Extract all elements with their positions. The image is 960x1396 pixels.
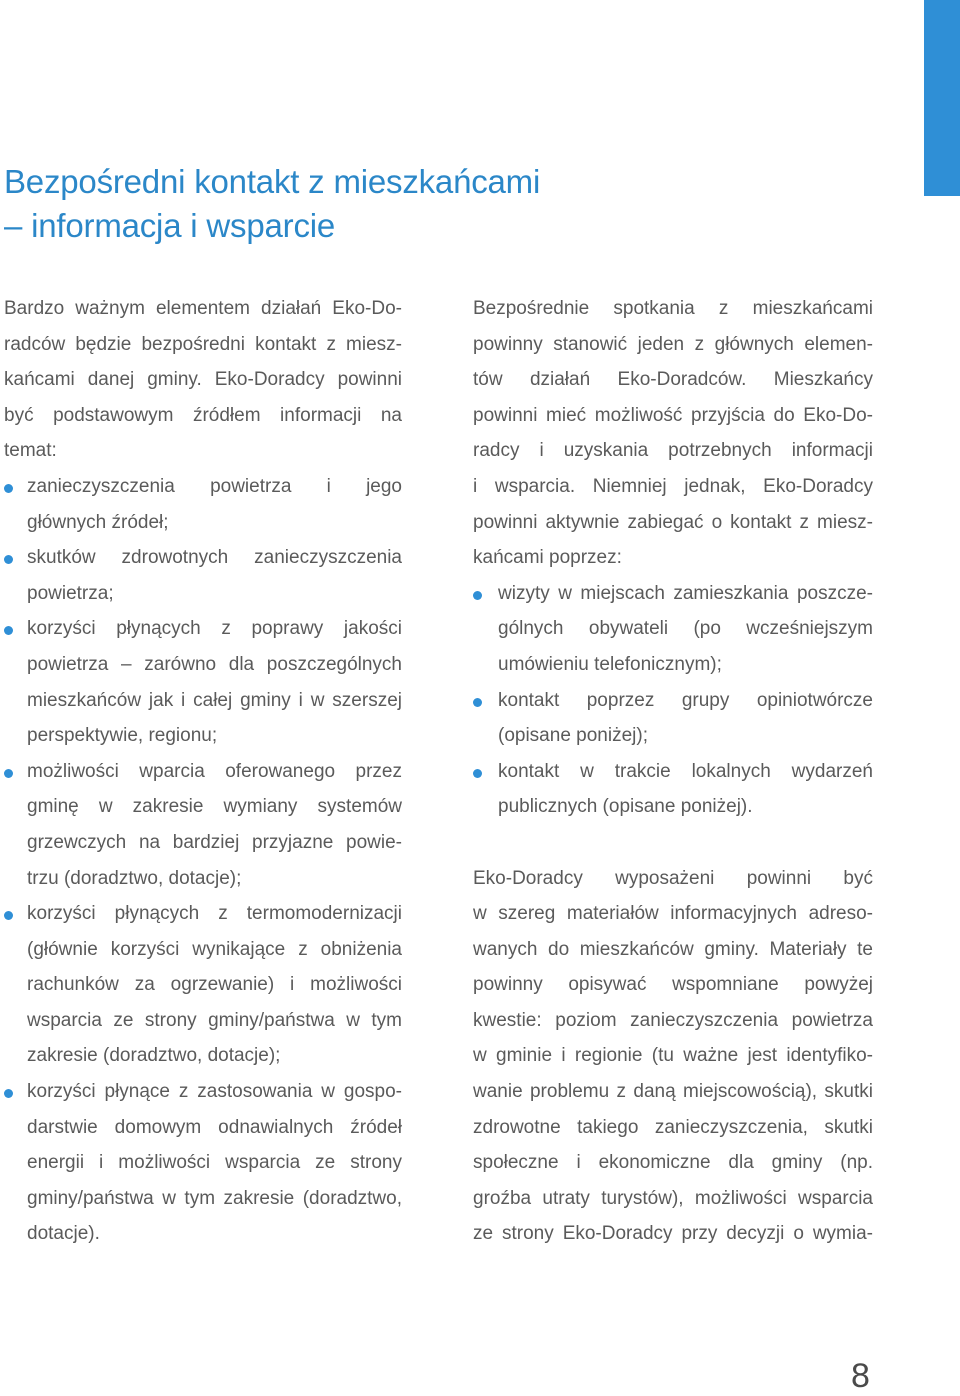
text-line: umówieniu telefonicznym); xyxy=(498,653,722,675)
text-line: (głównie korzyści wynikające z obniżenia xyxy=(27,938,402,960)
bullet-dot-icon xyxy=(4,769,13,778)
text-line: grzewczych na bardziej przyjazne powie- xyxy=(27,831,402,853)
title-line-2: – informacja i wsparcie xyxy=(4,207,336,244)
bullet-item xyxy=(4,754,402,896)
text-line: ze strony Eko-Doradcy przy decyzji o wymia- xyxy=(473,1223,873,1245)
text-line: perspektywie, regionu; xyxy=(27,725,218,747)
text-line: wsparcia ze strony gminy/państwa w tym xyxy=(27,1009,402,1031)
bullet-item xyxy=(4,611,402,753)
bullet-dot-icon xyxy=(473,591,482,600)
text-line: wizyty w miejscach zamieszkania poszcze- xyxy=(498,582,873,604)
text-line: wanych do mieszkańców gminy. Materiały te xyxy=(473,938,873,960)
text-line: darstwie domowym odnawialnych źródeł xyxy=(27,1116,402,1138)
text-line: kańcami danej gminy. Eko-Doradcy powinni xyxy=(4,369,402,391)
text-line: rachunków za ogrzewanie) i możliwości xyxy=(27,974,402,996)
text-line: w szereg materiałów informacyjnych adreso- xyxy=(473,903,873,925)
paragraph xyxy=(473,861,873,1253)
text-line: Bezpośrednie spotkania z mieszkańcami xyxy=(473,298,873,319)
page-number: 8 xyxy=(851,1357,870,1395)
right-column xyxy=(473,291,873,1252)
text-line: skutków zdrowotnych zanieczyszczenia xyxy=(27,547,402,569)
text-line: kwestie: poziom zanieczyszczenia powietrza xyxy=(473,1009,873,1031)
text-line: (opisane poniżej); xyxy=(498,725,648,747)
text-line: publicznych (opisane poniżej). xyxy=(498,796,753,818)
text-line: zanieczyszczenia powietrza i jego xyxy=(27,475,402,497)
bullet-item xyxy=(473,683,873,754)
text-line: zakresie (doradztwo, dotacje); xyxy=(27,1045,281,1067)
bullet-item xyxy=(473,754,873,825)
text-line: tów działań Eko-Doradców. Mieszkańcy xyxy=(473,369,873,391)
text-line: radców będzie bezpośredni kontakt z miesz- xyxy=(4,333,402,355)
bullet-item xyxy=(4,540,402,611)
text-line: korzyści płynące z zastosowania w gospo- xyxy=(27,1081,402,1103)
text-line: powietrza; xyxy=(27,582,114,604)
text-line: i wsparcia. Niemniej jednak, Eko-Doradcy xyxy=(473,475,873,497)
text-line: Bardzo ważnym elementem działań Eko-Do- xyxy=(4,298,402,319)
text-line: mieszkańców jak i całej gminy i w szerszej xyxy=(27,689,402,711)
text-line: trzu (doradztwo, dotacje); xyxy=(27,867,242,889)
text-line: korzyści płynących z poprawy jakości xyxy=(27,618,402,640)
text-line: zdrowotne takiego zanieczyszczenia, skutki xyxy=(473,1116,873,1138)
text-line: radcy i uzyskania potrzebnych informacji xyxy=(473,440,873,462)
bullet-dot-icon xyxy=(4,484,13,493)
text-line: kontakt poprzez grupy opiniotwórcze xyxy=(498,689,873,711)
chapter-tab xyxy=(924,0,960,196)
text-line: powinni mieć możliwość przyjścia do Eko-Do- xyxy=(473,404,873,426)
bullet-dot-icon xyxy=(473,698,482,707)
text-line: groźba utraty turystów), możliwości wsparcia xyxy=(473,1187,873,1209)
bullet-item xyxy=(4,469,402,540)
text-line: kańcami poprzez: xyxy=(473,547,622,569)
text-line: społeczne i ekonomiczne dla gminy (np. xyxy=(473,1152,873,1174)
text-line: być podstawowym źródłem informacji na xyxy=(4,404,402,426)
bullet-dot-icon xyxy=(473,769,482,778)
text-line: w gminie i regionie (tu ważne jest identyfiko- xyxy=(473,1045,873,1067)
intro-paragraph xyxy=(4,291,402,469)
bullet-dot-icon xyxy=(4,1089,13,1098)
paragraph-gap xyxy=(473,825,873,861)
text-line: powinny stanowić jeden z głównych elemen- xyxy=(473,333,873,355)
bullet-item xyxy=(473,576,873,683)
title-line-1: Bezpośredni kontakt z mieszkańcami xyxy=(4,163,541,200)
text-line: Eko-Doradcy wyposażeni powinni być xyxy=(473,867,873,889)
text-line: gminy/państwa w tym zakresie (doradztwo, xyxy=(27,1187,402,1209)
bullet-item xyxy=(4,896,402,1074)
bullet-item xyxy=(4,1074,402,1252)
left-column xyxy=(4,291,402,1252)
text-line: temat: xyxy=(4,440,57,462)
text-line: wanie problemu z daną miejscowością), skutki xyxy=(473,1081,873,1103)
text-line: korzyści płynących z termomodernizacji xyxy=(27,903,402,925)
text-line: kontakt w trakcie lokalnych wydarzeń xyxy=(498,760,873,782)
paragraph xyxy=(473,291,873,576)
text-line: powietrza – zarówno dla poszczególnych xyxy=(27,653,402,675)
text-line: powinni aktywnie zabiegać o kontakt z miesz- xyxy=(473,511,873,533)
text-line: energii i możliwości wsparcia ze strony xyxy=(27,1152,402,1174)
page-title xyxy=(4,160,540,248)
text-line: możliwości wparcia oferowanego przez xyxy=(27,760,402,782)
text-line: głównych źródeł; xyxy=(27,511,169,533)
text-line: gminę w zakresie wymiany systemów xyxy=(27,796,402,818)
text-line: gólnych obywateli (po wcześniejszym xyxy=(498,618,873,640)
text-line: dotacje). xyxy=(27,1223,100,1245)
text-line: powinny opisywać wspomniane powyżej xyxy=(473,974,873,996)
